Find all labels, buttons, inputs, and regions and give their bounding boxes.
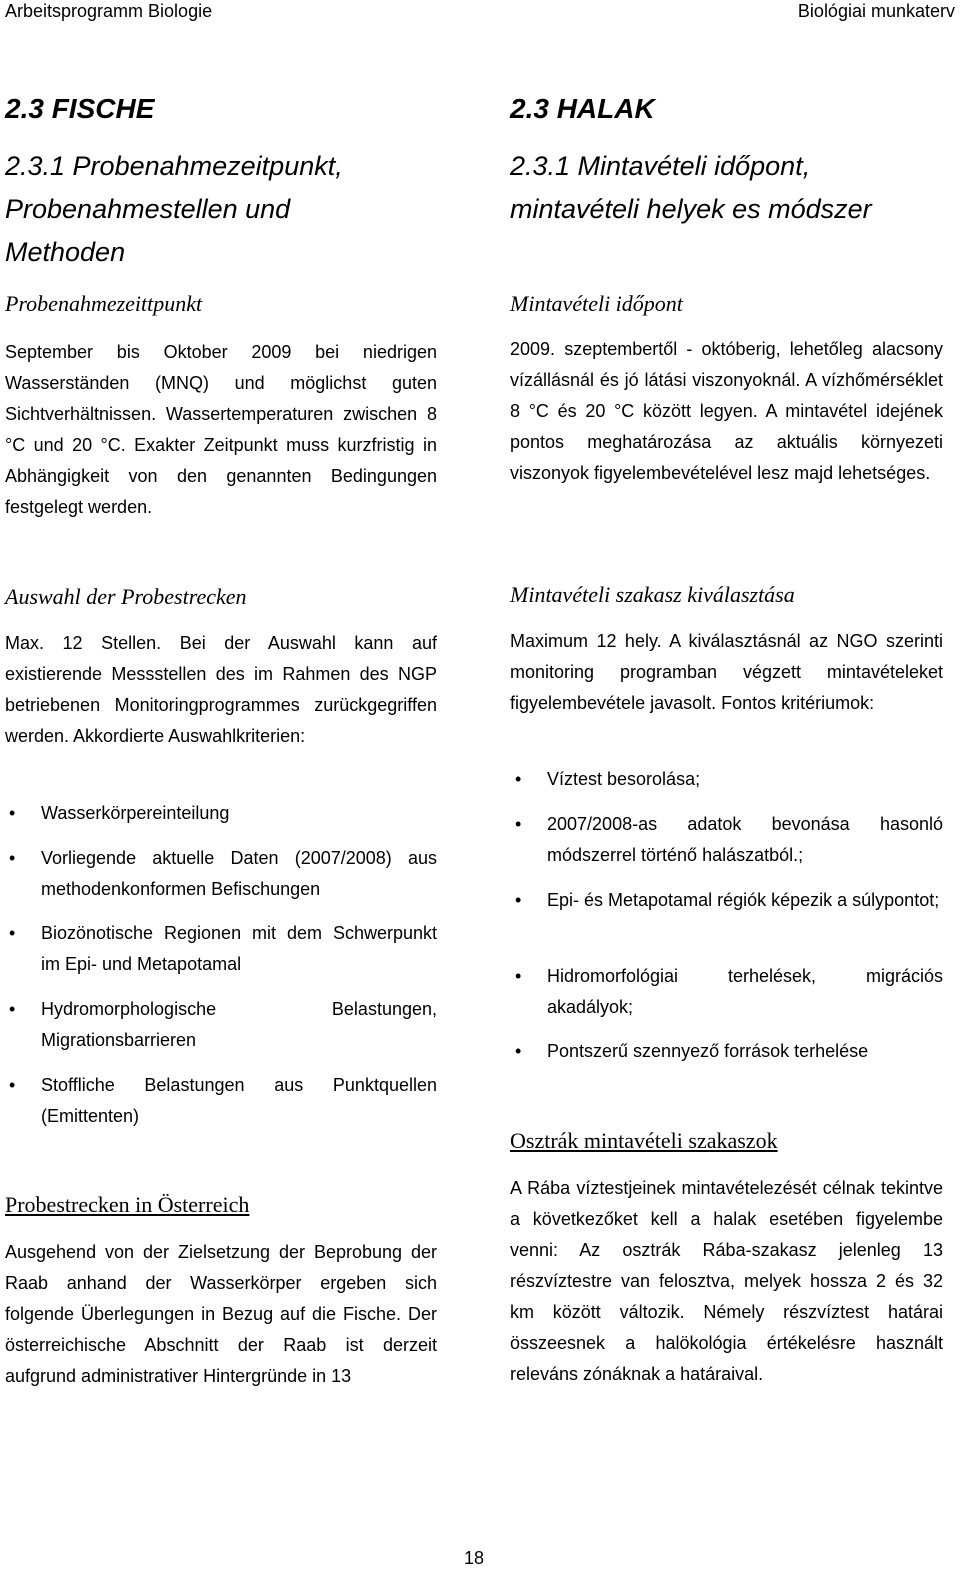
heading-select-de: Auswahl der Probestrecken (5, 584, 247, 609)
paragraph-select-de: Max. 12 Stellen. Bei der Auswahl kann auf existierende Messstellen des im Rahmen des NGP betriebenen Monitoringprogrammes zurückgegriffen werden. Akkordierte Auswahlkriterien: (5, 633, 437, 746)
section-title-hu: 2.3 HALAK (510, 93, 655, 124)
bullet-icon: • (515, 966, 522, 986)
list-item: • Vorliegende aktuelle Daten (2007/2008) aus methodenkonformen Befischungen (41, 843, 437, 905)
paragraph-austria-de: Ausgehend von der Zielsetzung der Beprobung der Raab anhand der Wasserkörper ergeben sich folgende Überlegungen in Bezug auf die Fische. Der österreichische Abschnitt der Raab ist derzeit aufgrund administrativer Hintergründe in 13 (5, 1242, 437, 1386)
bullet-icon: • (9, 848, 16, 868)
list-item: • Biozönotische Regionen mit dem Schwerpunkt im Epi- und Metapotamal (41, 918, 437, 980)
list-item: • 2007/2008-as adatok bevonása hasonló módszerrel történő halászatból.; (547, 809, 943, 871)
subsection-line: mintavételi helyek es módszer (510, 194, 872, 224)
paragraph-select-hu: Maximum 12 hely. A kiválasztásnál az NGO szerinti monitoring programban végzett mintavételeket figyelembevétele javasolt. Fontos kritériumok: (510, 631, 943, 713)
header-right: Biológiai munkaterv (797, 1, 955, 21)
bullet-icon: • (9, 999, 16, 1019)
subsection-line: 2.3.1 Probenahmezeitpunkt, (5, 151, 343, 181)
bullet-icon: • (515, 814, 522, 834)
subsection-line: 2.3.1 Mintavételi időpont, (510, 151, 811, 181)
bullet-icon: • (9, 1075, 16, 1095)
header-left: Arbeitsprogramm Biologie (5, 1, 213, 21)
subsection-line: Methoden (5, 237, 126, 267)
subsection-title-de (5, 145, 445, 274)
list-item: • Hydromorphologische Belastungen, Migrationsbarrieren (41, 994, 437, 1056)
heading-austria-de: Probestrecken in Österreich (5, 1192, 250, 1217)
page-header (0, 0, 960, 26)
heading-austria-hu: Osztrák mintavételi szakaszok (510, 1128, 778, 1153)
section-title-de: 2.3 FISCHE (5, 93, 155, 124)
list-item: • Pontszerű szennyező források terhelése (547, 1036, 943, 1067)
paragraph-time-hu: 2009. szeptembertől - októberig, lehetőleg alacsony vízállásnál és jó látási viszonyoknál. A vízhőmérséklet 8 °C és 20 °C között legyen. A mintavétel idejének pontos meghatározása az aktuális környezeti viszonyok figyelembevételével lesz majd lehetséges. (510, 339, 943, 483)
list-item: • Hidromorfológiai terhelések, migrációs akadályok; (547, 961, 943, 1023)
list-item: • Stoffliche Belastungen aus Punktquellen (Emittenten) (41, 1070, 437, 1132)
paragraph-time-de: September bis Oktober 2009 bei niedrigen Wasserständen (MNQ) und möglichst guten Sichtverhältnissen. Wassertemperaturen zwischen 8 °C und 20 °C. Exakter Zeitpunkt muss kurzfristig in Abhängigkeit von den genannten Bedingungen festgelegt werden. (5, 342, 437, 517)
bullet-icon: • (9, 803, 16, 823)
bullet-icon: • (515, 890, 522, 910)
heading-select-hu: Mintavételi szakasz kiválasztása (510, 582, 795, 607)
list-item: • Víztest besorolása; (547, 764, 943, 795)
bullet-icon: • (9, 923, 16, 943)
heading-time-hu: Mintavételi időpont (510, 291, 683, 316)
subsection-line: Probenahmestellen und (5, 194, 291, 224)
bullet-icon: • (515, 769, 522, 789)
list-item: • Wasserkörpereinteilung (41, 798, 437, 829)
list-item: • Epi- és Metapotamal régiók képezik a súlypontot; (547, 885, 943, 916)
subsection-title-hu (510, 145, 950, 231)
page-number: 18 (463, 1548, 485, 1568)
bullet-icon: • (515, 1041, 522, 1061)
paragraph-austria-hu: A Rába víztestjeinek mintavételezését célnak tekintve a következőket kell a halak esetében figyelembe venni: Az osztrák Rába-szakasz jelenleg 13 részvíztestre van felosztva, melyek hossza 2 és 32 km között változik. Némely részvíztest határai összeesnek a halökológia értékelésre használt releváns zónáknak a határaival. (510, 1178, 943, 1384)
heading-time-de: Probenahmezeittpunkt (5, 291, 203, 316)
